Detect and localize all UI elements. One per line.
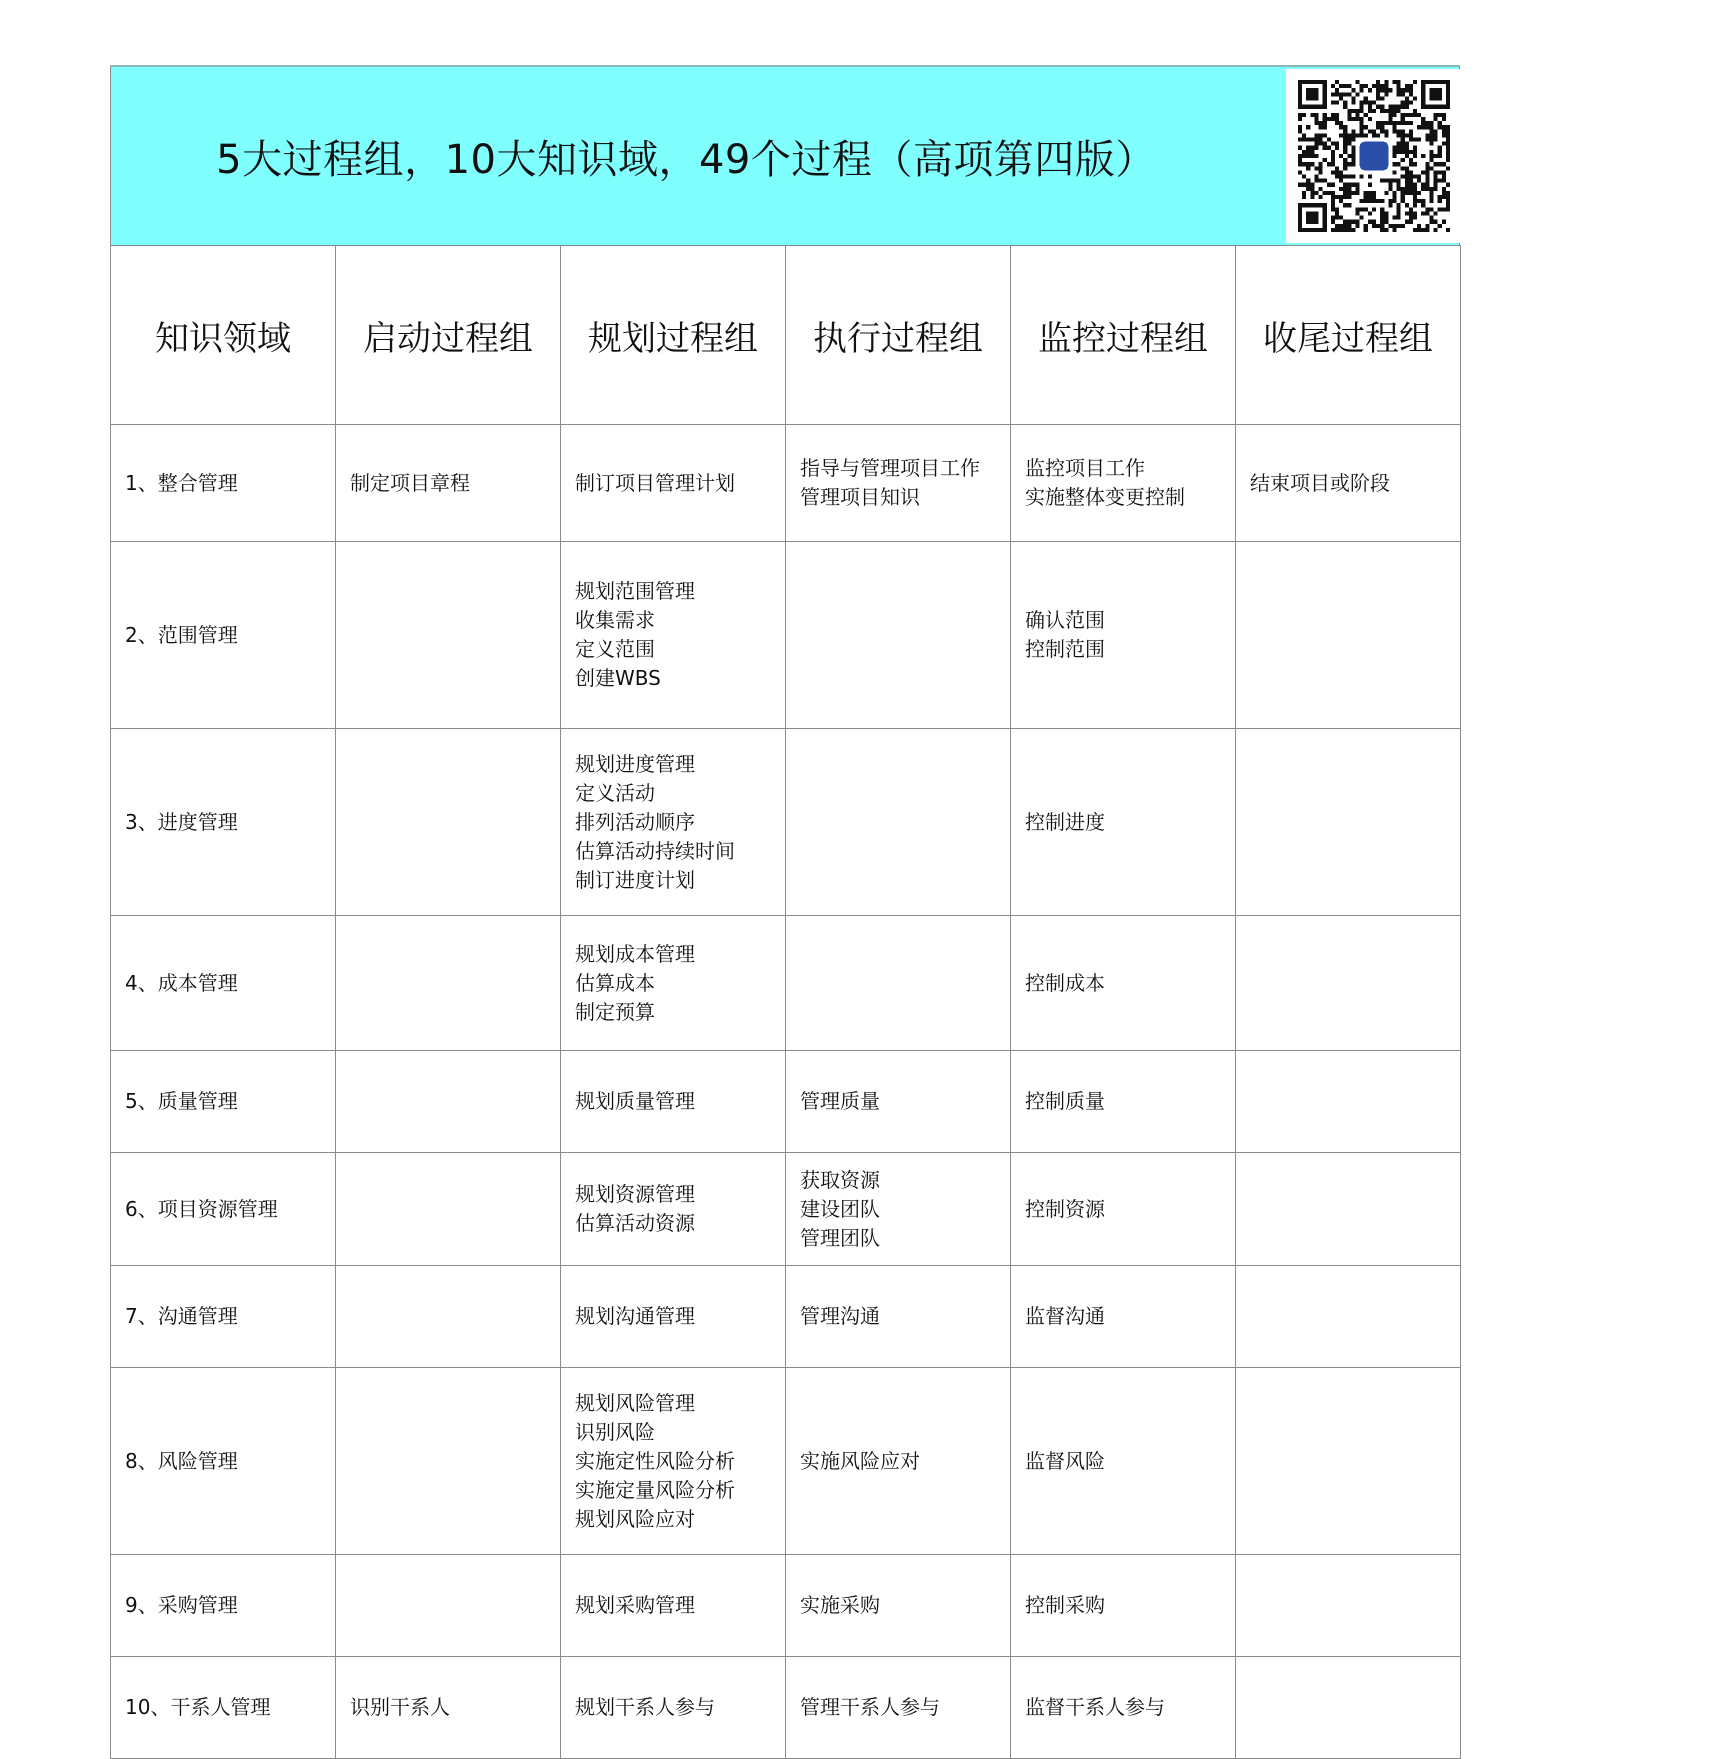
process-item: 控制质量 bbox=[1025, 1089, 1105, 1113]
closing-cell bbox=[1236, 542, 1461, 729]
monitoring-cell bbox=[1011, 1266, 1236, 1368]
initiating-cell bbox=[336, 1657, 561, 1759]
process-item: 规划风险管理 bbox=[575, 1390, 695, 1415]
process-item: 确认范围 bbox=[1025, 608, 1105, 632]
monitoring-cell bbox=[1011, 1368, 1236, 1555]
initiating-cell bbox=[336, 1266, 561, 1368]
planning-cell bbox=[561, 729, 786, 916]
monitoring-cell bbox=[1011, 916, 1236, 1051]
process-table bbox=[110, 245, 1461, 1759]
header-closing: 收尾过程组 bbox=[1236, 246, 1461, 425]
process-item: 获取资源 bbox=[800, 1167, 880, 1192]
process-item: 实施定性风险分析 bbox=[575, 1448, 735, 1473]
process-item: 识别干系人 bbox=[350, 1695, 450, 1719]
header-knowledge-area: 知识领域 bbox=[111, 246, 336, 425]
executing-cell bbox=[786, 1266, 1011, 1368]
process-item: 指导与管理项目工作 bbox=[800, 456, 980, 480]
table-row bbox=[111, 425, 1461, 542]
table-row bbox=[111, 1555, 1461, 1657]
process-item: 制定项目章程 bbox=[350, 470, 470, 495]
process-item: 创建WBS bbox=[575, 666, 661, 690]
process-item: 管理项目知识 bbox=[800, 485, 920, 509]
executing-cell bbox=[786, 542, 1011, 729]
header-monitoring: 监控过程组 bbox=[1011, 246, 1236, 425]
initiating-cell bbox=[336, 542, 561, 729]
monitoring-cell bbox=[1011, 1657, 1236, 1759]
process-item: 规划成本管理 bbox=[575, 941, 695, 966]
monitoring-cell bbox=[1011, 542, 1236, 729]
monitoring-cell bbox=[1011, 425, 1236, 542]
process-item: 监控项目工作 bbox=[1025, 456, 1145, 480]
knowledge-area-cell: 3、进度管理 bbox=[111, 729, 336, 916]
knowledge-area-cell: 9、采购管理 bbox=[111, 1555, 336, 1657]
process-item: 建设团队 bbox=[800, 1196, 880, 1221]
process-item: 实施定量风险分析 bbox=[575, 1477, 735, 1502]
planning-cell bbox=[561, 1051, 786, 1153]
header-row bbox=[111, 246, 1461, 425]
process-item: 规划范围管理 bbox=[575, 579, 695, 603]
monitoring-cell bbox=[1011, 1153, 1236, 1266]
initiating-cell bbox=[336, 425, 561, 542]
process-item: 制订进度计划 bbox=[575, 867, 695, 892]
executing-cell bbox=[786, 916, 1011, 1051]
process-table-sheet bbox=[110, 65, 1460, 1759]
closing-cell bbox=[1236, 425, 1461, 542]
qr-code-icon bbox=[1286, 69, 1461, 243]
process-item: 监督风险 bbox=[1025, 1448, 1105, 1473]
closing-cell bbox=[1236, 1368, 1461, 1555]
process-item: 估算活动资源 bbox=[575, 1211, 695, 1235]
knowledge-area-cell: 1、整合管理 bbox=[111, 425, 336, 542]
table-row bbox=[111, 916, 1461, 1051]
process-item: 识别风险 bbox=[575, 1419, 655, 1444]
process-item: 管理沟通 bbox=[800, 1304, 880, 1328]
executing-cell bbox=[786, 1368, 1011, 1555]
process-item: 控制成本 bbox=[1025, 970, 1105, 995]
closing-cell bbox=[1236, 1555, 1461, 1657]
planning-cell bbox=[561, 1657, 786, 1759]
process-item: 规划采购管理 bbox=[575, 1593, 695, 1617]
planning-cell bbox=[561, 542, 786, 729]
process-item: 实施采购 bbox=[800, 1593, 880, 1617]
executing-cell bbox=[786, 1051, 1011, 1153]
process-item: 规划风险应对 bbox=[575, 1506, 695, 1531]
closing-cell bbox=[1236, 1266, 1461, 1368]
page-title: 5大过程组，10大知识域，49个过程（高项第四版） bbox=[216, 136, 1156, 183]
process-item: 控制范围 bbox=[1025, 637, 1105, 661]
initiating-cell bbox=[336, 1153, 561, 1266]
initiating-cell bbox=[336, 729, 561, 916]
process-item: 制订项目管理计划 bbox=[575, 470, 735, 495]
table-row bbox=[111, 542, 1461, 729]
process-item: 估算成本 bbox=[575, 970, 655, 995]
closing-cell bbox=[1236, 1153, 1461, 1266]
knowledge-area-cell: 5、质量管理 bbox=[111, 1051, 336, 1153]
process-item: 控制资源 bbox=[1025, 1196, 1105, 1221]
knowledge-area-cell: 10、干系人管理 bbox=[111, 1657, 336, 1759]
process-item: 控制采购 bbox=[1025, 1593, 1105, 1617]
process-item: 制定预算 bbox=[575, 999, 655, 1024]
process-item: 规划进度管理 bbox=[575, 751, 695, 776]
process-item: 监督干系人参与 bbox=[1025, 1695, 1165, 1719]
process-item: 规划资源管理 bbox=[575, 1182, 695, 1206]
closing-cell bbox=[1236, 916, 1461, 1051]
executing-cell bbox=[786, 729, 1011, 916]
table-row bbox=[111, 1657, 1461, 1759]
initiating-cell bbox=[336, 1368, 561, 1555]
planning-cell bbox=[561, 1368, 786, 1555]
title-row bbox=[110, 67, 1460, 245]
process-item: 管理团队 bbox=[800, 1225, 880, 1250]
table-row bbox=[111, 1368, 1461, 1555]
process-item: 收集需求 bbox=[575, 608, 655, 632]
process-item: 定义活动 bbox=[575, 780, 655, 805]
header-initiating: 启动过程组 bbox=[336, 246, 561, 425]
closing-cell bbox=[1236, 729, 1461, 916]
process-item: 排列活动顺序 bbox=[575, 809, 695, 834]
planning-cell bbox=[561, 1266, 786, 1368]
knowledge-area-cell: 7、沟通管理 bbox=[111, 1266, 336, 1368]
table-row bbox=[111, 729, 1461, 916]
executing-cell bbox=[786, 1153, 1011, 1266]
executing-cell bbox=[786, 425, 1011, 542]
knowledge-area-cell: 6、项目资源管理 bbox=[111, 1153, 336, 1266]
monitoring-cell bbox=[1011, 1555, 1236, 1657]
process-item: 规划沟通管理 bbox=[575, 1304, 695, 1328]
process-item: 实施风险应对 bbox=[800, 1448, 920, 1473]
process-item: 结束项目或阶段 bbox=[1250, 470, 1390, 495]
process-item: 定义范围 bbox=[575, 637, 655, 661]
executing-cell bbox=[786, 1657, 1011, 1759]
planning-cell bbox=[561, 1153, 786, 1266]
initiating-cell bbox=[336, 1555, 561, 1657]
process-item: 估算活动持续时间 bbox=[575, 838, 735, 863]
knowledge-area-cell: 4、成本管理 bbox=[111, 916, 336, 1051]
knowledge-area-cell: 8、风险管理 bbox=[111, 1368, 336, 1555]
planning-cell bbox=[561, 1555, 786, 1657]
initiating-cell bbox=[336, 916, 561, 1051]
table-row bbox=[111, 1153, 1461, 1266]
monitoring-cell bbox=[1011, 729, 1236, 916]
qr-code-graphic bbox=[1298, 80, 1450, 232]
process-item: 管理质量 bbox=[800, 1089, 880, 1113]
closing-cell bbox=[1236, 1657, 1461, 1759]
table-row bbox=[111, 1266, 1461, 1368]
knowledge-area-cell: 2、范围管理 bbox=[111, 542, 336, 729]
header-planning: 规划过程组 bbox=[561, 246, 786, 425]
process-item: 实施整体变更控制 bbox=[1025, 485, 1185, 509]
process-item: 监督沟通 bbox=[1025, 1304, 1105, 1328]
initiating-cell bbox=[336, 1051, 561, 1153]
executing-cell bbox=[786, 1555, 1011, 1657]
planning-cell bbox=[561, 425, 786, 542]
planning-cell bbox=[561, 916, 786, 1051]
process-item: 控制进度 bbox=[1025, 809, 1105, 834]
header-executing: 执行过程组 bbox=[786, 246, 1011, 425]
monitoring-cell bbox=[1011, 1051, 1236, 1153]
process-item: 规划质量管理 bbox=[575, 1089, 695, 1113]
process-item: 管理干系人参与 bbox=[800, 1695, 940, 1719]
process-item: 规划干系人参与 bbox=[575, 1695, 715, 1719]
table-row bbox=[111, 1051, 1461, 1153]
closing-cell bbox=[1236, 1051, 1461, 1153]
